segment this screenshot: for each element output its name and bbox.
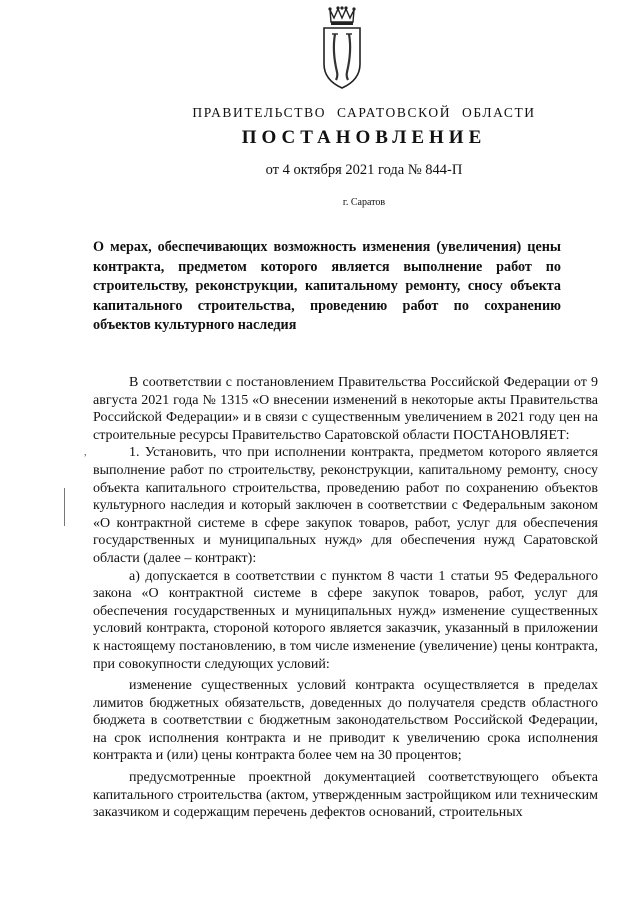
document-city: г. Саратов [342, 197, 386, 208]
margin-pencil-mark [64, 488, 65, 526]
paragraph-preamble: В соответствии с постановлением Правительства Российской Федерации от 9 августа 2021 года № 1315 «О внесении изменений в некоторые акты Правительства Российской Федерации» и в связи с существенным увеличением в 2021 году цен на строительные ресурсы Правительство Саратовской области ПОСТАНОВЛЯЕТ: [93, 375, 598, 443]
margin-tick-mark: , [84, 447, 87, 458]
document-subject: О мерах, обеспечивающих возможность изменения (увеличения) цены контракта, предметом которого является выполнение работ по строительству, реконструкции, капитальному ремонту, сносу объекта капитального строительства, проведению работ по сохранению объектов культурного наследия [93, 239, 561, 334]
government-name: ПРАВИТЕЛЬСТВО САРАТОВСКОЙ ОБЛАСТИ [192, 105, 536, 120]
document-body [93, 374, 598, 822]
paragraph-condition-1: изменение существенных условий контракта осуществляется в пределах лимитов бюджетных обязательств, доведенных до получателя средств областного бюджета в соответствии с бюджетным законодательством Российской Федерации, на срок исполнения контракта и не приводит к увеличению срока исполнения контракта и (или) цены контракта более чем на 30 процентов; [93, 678, 598, 764]
paragraph-subitem-a: а) допускается в соответствии с пунктом 8 части 1 статьи 95 Федерального закона «О контрактной системе в сфере закупок товаров, работ, услуг для обеспечения государственных и муниципальных нужд» изменение существенных условий контракта, стороной которого является заказчик, указанный в приложении к настоящему постановлению, в том числе изменение (увеличение) цены контракта, при совокупности следующих условий: [93, 568, 598, 672]
document-date-number: от 4 октября 2021 года № 844-П [265, 162, 463, 178]
paragraph-item-1: 1. Установить, что при исполнении контракта, предметом которого является выполнение работ по строительству, реконструкции, капитальному ремонту, сносу объекта капитального строительства, проведению работ по сохранению объектов культурного наследия и который заключен в соответствии с Федеральным законом «О контрактной системе в сфере закупок товаров, работ, услуг для обеспечения государственных и муниципальных нужд» для обеспечения нужд Саратовской области (далее – контракт): [93, 445, 598, 566]
paragraph-condition-2: предусмотренные проектной документацией соответствующего объекта капитального строительства (актом, утвержденным застройщиком или техническим заказчиком и содержащим перечень дефектов оснований, строительных [93, 770, 598, 821]
saratov-coat-of-arms-icon [318, 6, 366, 90]
document-type: ПОСТАНОВЛЕНИЕ [241, 127, 487, 148]
